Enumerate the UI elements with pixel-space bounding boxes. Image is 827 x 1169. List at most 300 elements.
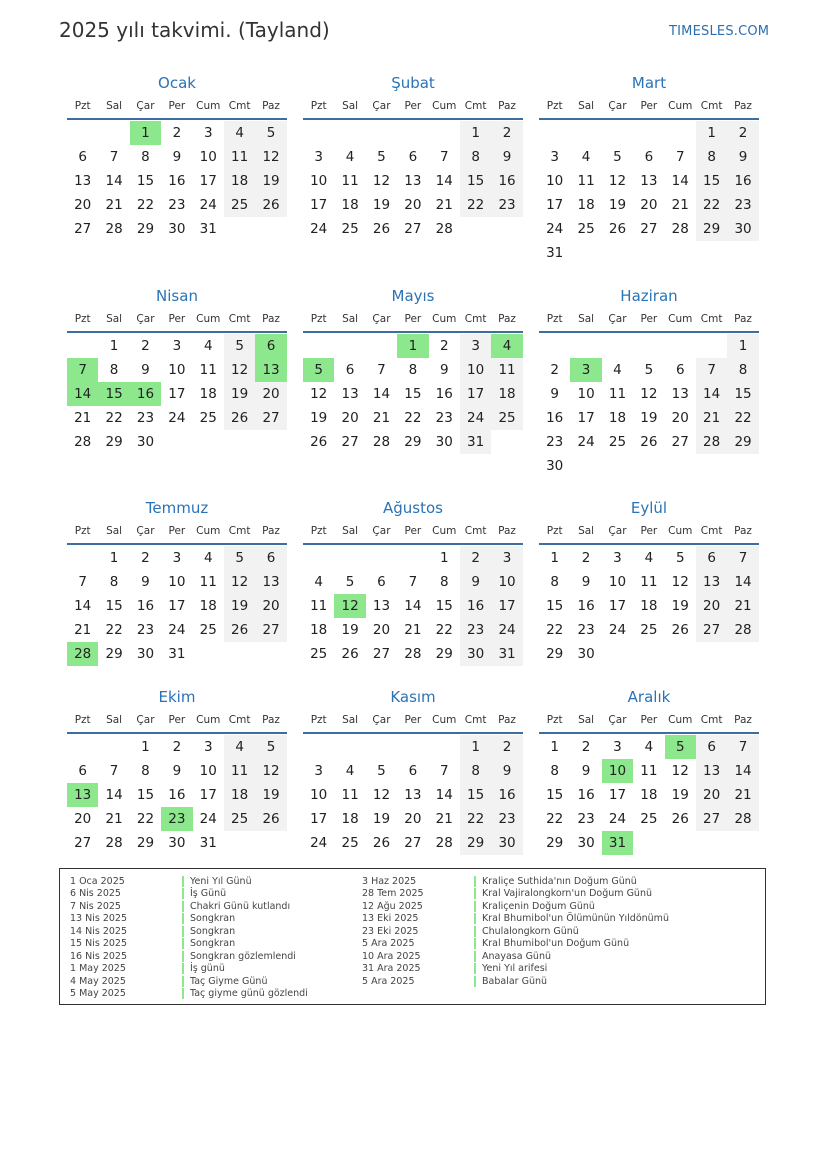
empty-cell xyxy=(334,546,365,570)
holiday-day-cell: 28 xyxy=(67,642,98,666)
weekday-label: Cum xyxy=(668,525,693,537)
day-cell: 20 xyxy=(74,197,92,213)
day-cell: 16 xyxy=(727,169,758,193)
day-cell: 19 xyxy=(640,410,658,426)
weekday-header xyxy=(67,94,287,118)
day-cell: 2 xyxy=(141,338,150,354)
legend-marker xyxy=(474,876,476,887)
day-cell: 16 xyxy=(546,410,564,426)
day-cell: 14 xyxy=(74,598,92,614)
weekday-label: Çar xyxy=(136,714,155,726)
weekday-label: Paz xyxy=(262,313,280,325)
day-cell: 13 xyxy=(404,787,422,803)
day-cell: 26 xyxy=(372,835,391,851)
weekday-label: Pzt xyxy=(310,313,327,325)
day-cell: 24 xyxy=(168,410,186,426)
day-cell: 16 xyxy=(168,173,186,189)
weekday-label: Sal xyxy=(342,313,359,325)
weekday-label: Per xyxy=(168,313,186,325)
day-cell: 16 xyxy=(435,386,453,402)
day-cell: 29 xyxy=(546,646,564,662)
day-cell: 3 xyxy=(550,149,559,165)
day-cell: 27 xyxy=(74,835,92,851)
day-cell: 29 xyxy=(696,217,727,241)
day-cell: 11 xyxy=(310,598,328,614)
day-cell: 24 xyxy=(168,622,186,638)
day-cell: 26 xyxy=(372,221,391,237)
day-cell: 22 xyxy=(136,197,155,213)
legend-date: 7 Nis 2025 xyxy=(70,900,121,912)
month-5 xyxy=(539,285,759,478)
weekday-label: Cmt xyxy=(700,100,723,112)
month-title: Haziran xyxy=(620,287,678,305)
legend-name: Kraliçenin Doğum Günü xyxy=(482,900,595,912)
day-cell: 20 xyxy=(372,622,391,638)
day-cell: 27 xyxy=(640,221,658,237)
weekday-header xyxy=(303,708,523,732)
weekday-label: Cmt xyxy=(700,525,723,537)
weekday-label: Cum xyxy=(668,100,693,112)
day-cell: 29 xyxy=(435,646,453,662)
legend-column-left xyxy=(70,875,308,1000)
day-cell: 27 xyxy=(255,618,286,642)
weekday-label: Per xyxy=(640,100,658,112)
day-cell: 28 xyxy=(105,221,123,237)
legend-date: 5 Ara 2025 xyxy=(362,975,415,987)
legend-marker xyxy=(474,976,476,987)
day-cell: 12 xyxy=(255,145,286,169)
day-cell: 6 xyxy=(345,362,355,378)
brand-logo-link[interactable]: TIMESLES.COM xyxy=(669,24,770,39)
day-cell: 4 xyxy=(345,763,355,779)
day-cell: 13 xyxy=(74,173,92,189)
day-cell: 27 xyxy=(404,221,422,237)
weekday-label: Çar xyxy=(136,100,155,112)
day-cell: 14 xyxy=(435,173,453,189)
day-cell: 1 xyxy=(460,735,491,759)
day-cell: 28 xyxy=(74,434,92,450)
legend-name: Songkran xyxy=(190,925,236,937)
day-cell: 21 xyxy=(404,622,422,638)
weekday-label: Sal xyxy=(578,525,595,537)
month-title: Mayıs xyxy=(391,287,435,305)
day-cell: 20 xyxy=(671,410,689,426)
weekday-label: Cum xyxy=(432,100,457,112)
day-cell: 14 xyxy=(105,173,123,189)
day-grid xyxy=(67,734,287,855)
holiday-day-cell: 12 xyxy=(334,594,365,618)
day-cell: 23 xyxy=(136,410,155,426)
day-cell: 7 xyxy=(727,546,758,570)
day-cell: 2 xyxy=(727,121,758,145)
day-cell: 26 xyxy=(224,618,255,642)
day-cell: 8 xyxy=(696,145,727,169)
weekday-label: Paz xyxy=(498,313,516,325)
legend-name: Taç Giyme Günü xyxy=(190,975,268,987)
weekday-label: Cum xyxy=(196,714,221,726)
day-cell: 15 xyxy=(460,783,491,807)
weekday-label: Cum xyxy=(432,313,457,325)
day-cell: 4 xyxy=(581,149,591,165)
day-cell: 2 xyxy=(172,125,182,141)
weekday-label: Per xyxy=(640,525,658,537)
day-cell: 20 xyxy=(640,197,658,213)
day-cell: 3 xyxy=(613,550,622,566)
legend-item xyxy=(362,938,669,951)
day-cell: 27 xyxy=(255,406,286,430)
day-cell: 3 xyxy=(314,763,323,779)
legend-date: 13 Nis 2025 xyxy=(70,913,127,925)
day-cell: 23 xyxy=(491,807,522,831)
legend-date: 16 Nis 2025 xyxy=(70,950,127,962)
day-cell: 14 xyxy=(727,759,758,783)
day-cell: 6 xyxy=(78,763,87,779)
legend-marker xyxy=(474,901,476,912)
day-grid xyxy=(539,545,759,666)
day-cell: 9 xyxy=(550,386,559,402)
day-cell: 14 xyxy=(372,386,391,402)
legend-marker xyxy=(474,938,476,949)
month-title: Nisan xyxy=(156,287,198,305)
weekday-label: Sal xyxy=(342,714,359,726)
day-cell: 26 xyxy=(224,406,255,430)
month-10 xyxy=(303,686,523,855)
day-cell: 15 xyxy=(727,382,758,406)
day-cell: 1 xyxy=(550,739,559,755)
day-cell: 20 xyxy=(255,382,286,406)
day-cell: 22 xyxy=(546,811,564,827)
day-cell: 29 xyxy=(546,835,564,851)
legend-item xyxy=(70,888,308,901)
holiday-day-cell: 13 xyxy=(67,783,98,807)
legend-item xyxy=(70,950,308,963)
day-grid xyxy=(67,545,287,666)
empty-cell xyxy=(397,546,428,570)
day-cell: 18 xyxy=(199,598,217,614)
day-cell: 24 xyxy=(310,835,328,851)
month-3 xyxy=(67,285,287,454)
day-cell: 24 xyxy=(310,221,328,237)
day-cell: 25 xyxy=(341,221,359,237)
day-cell: 11 xyxy=(341,787,359,803)
weekday-header xyxy=(303,94,523,118)
empty-cell xyxy=(303,546,334,570)
weekday-label: Çar xyxy=(608,525,627,537)
day-cell: 8 xyxy=(109,574,119,590)
empty-cell xyxy=(366,735,397,759)
day-cell: 20 xyxy=(255,594,286,618)
day-cell: 22 xyxy=(546,622,564,638)
empty-cell xyxy=(334,334,365,358)
weekday-label: Per xyxy=(404,714,422,726)
day-cell: 28 xyxy=(105,835,123,851)
day-grid xyxy=(67,120,287,241)
day-cell: 4 xyxy=(203,338,213,354)
legend-item xyxy=(70,875,308,888)
day-cell: 16 xyxy=(136,598,155,614)
day-cell: 13 xyxy=(671,386,689,402)
day-grid xyxy=(539,333,759,478)
empty-cell xyxy=(570,121,601,145)
day-cell: 18 xyxy=(310,622,328,638)
day-cell: 7 xyxy=(439,763,449,779)
weekday-label: Per xyxy=(404,100,422,112)
empty-cell xyxy=(696,334,727,358)
day-cell: 20 xyxy=(696,594,727,618)
empty-cell xyxy=(67,334,98,358)
day-cell: 26 xyxy=(608,221,627,237)
legend-marker xyxy=(182,888,184,899)
weekday-header xyxy=(67,307,287,331)
day-cell: 19 xyxy=(255,169,286,193)
legend-marker xyxy=(474,951,476,962)
day-cell: 22 xyxy=(727,406,758,430)
day-cell: 14 xyxy=(404,598,422,614)
day-cell: 6 xyxy=(255,546,286,570)
month-2 xyxy=(539,72,759,265)
day-cell: 14 xyxy=(105,787,123,803)
day-cell: 11 xyxy=(199,574,217,590)
day-cell: 2 xyxy=(581,550,591,566)
empty-cell xyxy=(665,121,696,145)
legend-name: Anayasa Günü xyxy=(482,950,552,962)
legend-name: Songkran xyxy=(190,938,236,950)
weekday-label: Cum xyxy=(668,313,693,325)
weekday-label: Cum xyxy=(196,100,221,112)
day-grid xyxy=(539,734,759,855)
legend-column-right xyxy=(362,875,669,988)
day-cell: 21 xyxy=(372,410,391,426)
day-cell: 31 xyxy=(199,221,217,237)
day-cell: 6 xyxy=(377,574,386,590)
day-cell: 23 xyxy=(460,618,491,642)
day-cell: 12 xyxy=(671,763,689,779)
day-cell: 24 xyxy=(199,197,217,213)
day-cell: 4 xyxy=(345,149,355,165)
day-cell: 2 xyxy=(141,550,150,566)
day-cell: 15 xyxy=(404,386,422,402)
holiday-day-cell: 5 xyxy=(665,735,696,759)
holiday-day-cell: 10 xyxy=(602,759,633,783)
day-cell: 1 xyxy=(727,334,758,358)
day-cell: 8 xyxy=(109,362,119,378)
day-cell: 22 xyxy=(460,807,491,831)
day-cell: 4 xyxy=(203,550,213,566)
legend-date: 5 May 2025 xyxy=(70,988,126,1000)
weekday-label: Per xyxy=(640,313,658,325)
day-cell: 5 xyxy=(345,574,355,590)
day-cell: 18 xyxy=(608,410,627,426)
weekday-label: Cmt xyxy=(228,100,251,112)
weekday-label: Sal xyxy=(578,100,595,112)
day-cell: 22 xyxy=(435,622,453,638)
legend-name: Kral Bhumibol'un Doğum Günü xyxy=(482,938,630,950)
day-cell: 28 xyxy=(435,835,453,851)
legend-marker xyxy=(182,963,184,974)
weekday-label: Çar xyxy=(136,525,155,537)
day-cell: 5 xyxy=(377,763,386,779)
day-cell: 9 xyxy=(141,574,150,590)
holiday-day-cell: 14 xyxy=(67,382,98,406)
day-cell: 17 xyxy=(310,811,328,827)
day-cell: 10 xyxy=(577,386,595,402)
weekday-header xyxy=(303,519,523,543)
empty-cell xyxy=(539,334,570,358)
day-cell: 5 xyxy=(675,550,685,566)
day-cell: 22 xyxy=(460,193,491,217)
legend-name: İş Günü xyxy=(190,888,227,900)
legend-marker xyxy=(182,951,184,962)
legend-name: Babalar Günü xyxy=(482,975,548,987)
weekday-label: Sal xyxy=(578,714,595,726)
empty-cell xyxy=(303,735,334,759)
day-cell: 17 xyxy=(168,598,186,614)
month-1 xyxy=(303,72,523,241)
day-cell: 20 xyxy=(404,197,422,213)
day-cell: 31 xyxy=(460,430,491,454)
holiday-day-cell: 31 xyxy=(602,831,633,855)
weekday-label: Pzt xyxy=(74,313,91,325)
day-cell: 18 xyxy=(577,197,595,213)
day-cell: 13 xyxy=(341,386,359,402)
day-cell: 8 xyxy=(550,763,559,779)
day-cell: 28 xyxy=(671,221,689,237)
weekday-label: Cum xyxy=(432,525,457,537)
month-title: Kasım xyxy=(390,688,436,706)
day-cell: 23 xyxy=(577,811,595,827)
weekday-label: Paz xyxy=(734,100,752,112)
day-cell: 12 xyxy=(224,570,255,594)
day-cell: 19 xyxy=(224,594,255,618)
holiday-day-cell: 3 xyxy=(570,358,601,382)
day-cell: 30 xyxy=(136,434,155,450)
day-cell: 15 xyxy=(546,787,564,803)
day-cell: 28 xyxy=(696,430,727,454)
day-cell: 24 xyxy=(199,811,217,827)
day-cell: 22 xyxy=(105,622,123,638)
weekday-label: Sal xyxy=(106,100,123,112)
day-cell: 29 xyxy=(727,430,758,454)
weekday-label: Çar xyxy=(372,313,391,325)
day-cell: 21 xyxy=(105,811,123,827)
legend-name: Kral Bhumibol'un Ölümünün Yıldönümü xyxy=(482,913,669,925)
day-cell: 18 xyxy=(341,811,359,827)
day-cell: 13 xyxy=(640,173,658,189)
day-cell: 26 xyxy=(255,807,286,831)
day-cell: 6 xyxy=(696,735,727,759)
weekday-label: Per xyxy=(404,313,422,325)
day-cell: 13 xyxy=(404,173,422,189)
day-cell: 25 xyxy=(310,646,328,662)
day-cell: 16 xyxy=(491,169,522,193)
legend-item xyxy=(362,913,669,926)
day-cell: 4 xyxy=(613,362,622,378)
day-cell: 5 xyxy=(377,149,386,165)
month-title: Aralık xyxy=(627,688,671,706)
day-cell: 27 xyxy=(74,221,92,237)
day-cell: 30 xyxy=(460,642,491,666)
weekday-label: Cmt xyxy=(228,525,251,537)
empty-cell xyxy=(429,121,460,145)
weekday-label: Cmt xyxy=(464,313,487,325)
day-cell: 4 xyxy=(314,574,323,590)
weekday-label: Per xyxy=(168,525,186,537)
day-grid xyxy=(303,545,523,666)
legend-marker xyxy=(182,926,184,937)
day-cell: 2 xyxy=(491,735,522,759)
day-cell: 26 xyxy=(671,622,689,638)
holiday-day-cell: 5 xyxy=(303,358,334,382)
day-cell: 20 xyxy=(696,783,727,807)
weekday-label: Sal xyxy=(342,525,359,537)
day-cell: 3 xyxy=(172,550,182,566)
day-cell: 26 xyxy=(640,434,658,450)
day-cell: 14 xyxy=(696,382,727,406)
empty-cell xyxy=(303,121,334,145)
day-cell: 23 xyxy=(491,193,522,217)
day-cell: 27 xyxy=(696,618,727,642)
empty-cell xyxy=(397,121,428,145)
day-cell: 2 xyxy=(581,739,591,755)
day-cell: 9 xyxy=(581,574,591,590)
day-cell: 17 xyxy=(199,173,217,189)
day-cell: 9 xyxy=(460,570,491,594)
weekday-label: Paz xyxy=(498,100,516,112)
weekday-label: Cmt xyxy=(700,313,723,325)
day-cell: 28 xyxy=(372,434,391,450)
empty-cell xyxy=(366,546,397,570)
empty-cell xyxy=(633,121,664,145)
month-4 xyxy=(303,285,523,454)
day-cell: 25 xyxy=(640,622,658,638)
day-cell: 6 xyxy=(408,149,418,165)
day-cell: 20 xyxy=(404,811,422,827)
weekday-label: Per xyxy=(640,714,658,726)
weekday-label: Cum xyxy=(432,714,457,726)
day-cell: 22 xyxy=(136,811,155,827)
day-cell: 6 xyxy=(696,546,727,570)
day-cell: 10 xyxy=(608,574,627,590)
day-cell: 2 xyxy=(460,546,491,570)
day-cell: 13 xyxy=(696,570,727,594)
legend-date: 10 Ara 2025 xyxy=(362,950,421,962)
empty-cell xyxy=(334,121,365,145)
weekday-label: Paz xyxy=(262,100,280,112)
day-cell: 25 xyxy=(199,622,217,638)
day-cell: 31 xyxy=(491,642,522,666)
day-cell: 10 xyxy=(168,574,186,590)
empty-cell xyxy=(67,546,98,570)
day-cell: 24 xyxy=(546,221,564,237)
legend-date: 5 Ara 2025 xyxy=(362,938,415,950)
day-cell: 25 xyxy=(224,193,255,217)
holiday-day-cell: 16 xyxy=(130,382,161,406)
day-cell: 17 xyxy=(608,598,627,614)
weekday-label: Cmt xyxy=(228,714,251,726)
legend-name: Chulalongkorn Günü xyxy=(482,925,579,937)
weekday-label: Çar xyxy=(136,313,155,325)
empty-cell xyxy=(570,334,601,358)
day-cell: 25 xyxy=(608,434,627,450)
legend-item xyxy=(362,875,669,888)
holiday-day-cell: 1 xyxy=(130,121,161,145)
day-cell: 30 xyxy=(136,646,155,662)
weekday-label: Cmt xyxy=(464,714,487,726)
day-cell: 13 xyxy=(255,570,286,594)
day-cell: 27 xyxy=(696,807,727,831)
day-cell: 16 xyxy=(577,787,595,803)
day-cell: 22 xyxy=(105,410,123,426)
